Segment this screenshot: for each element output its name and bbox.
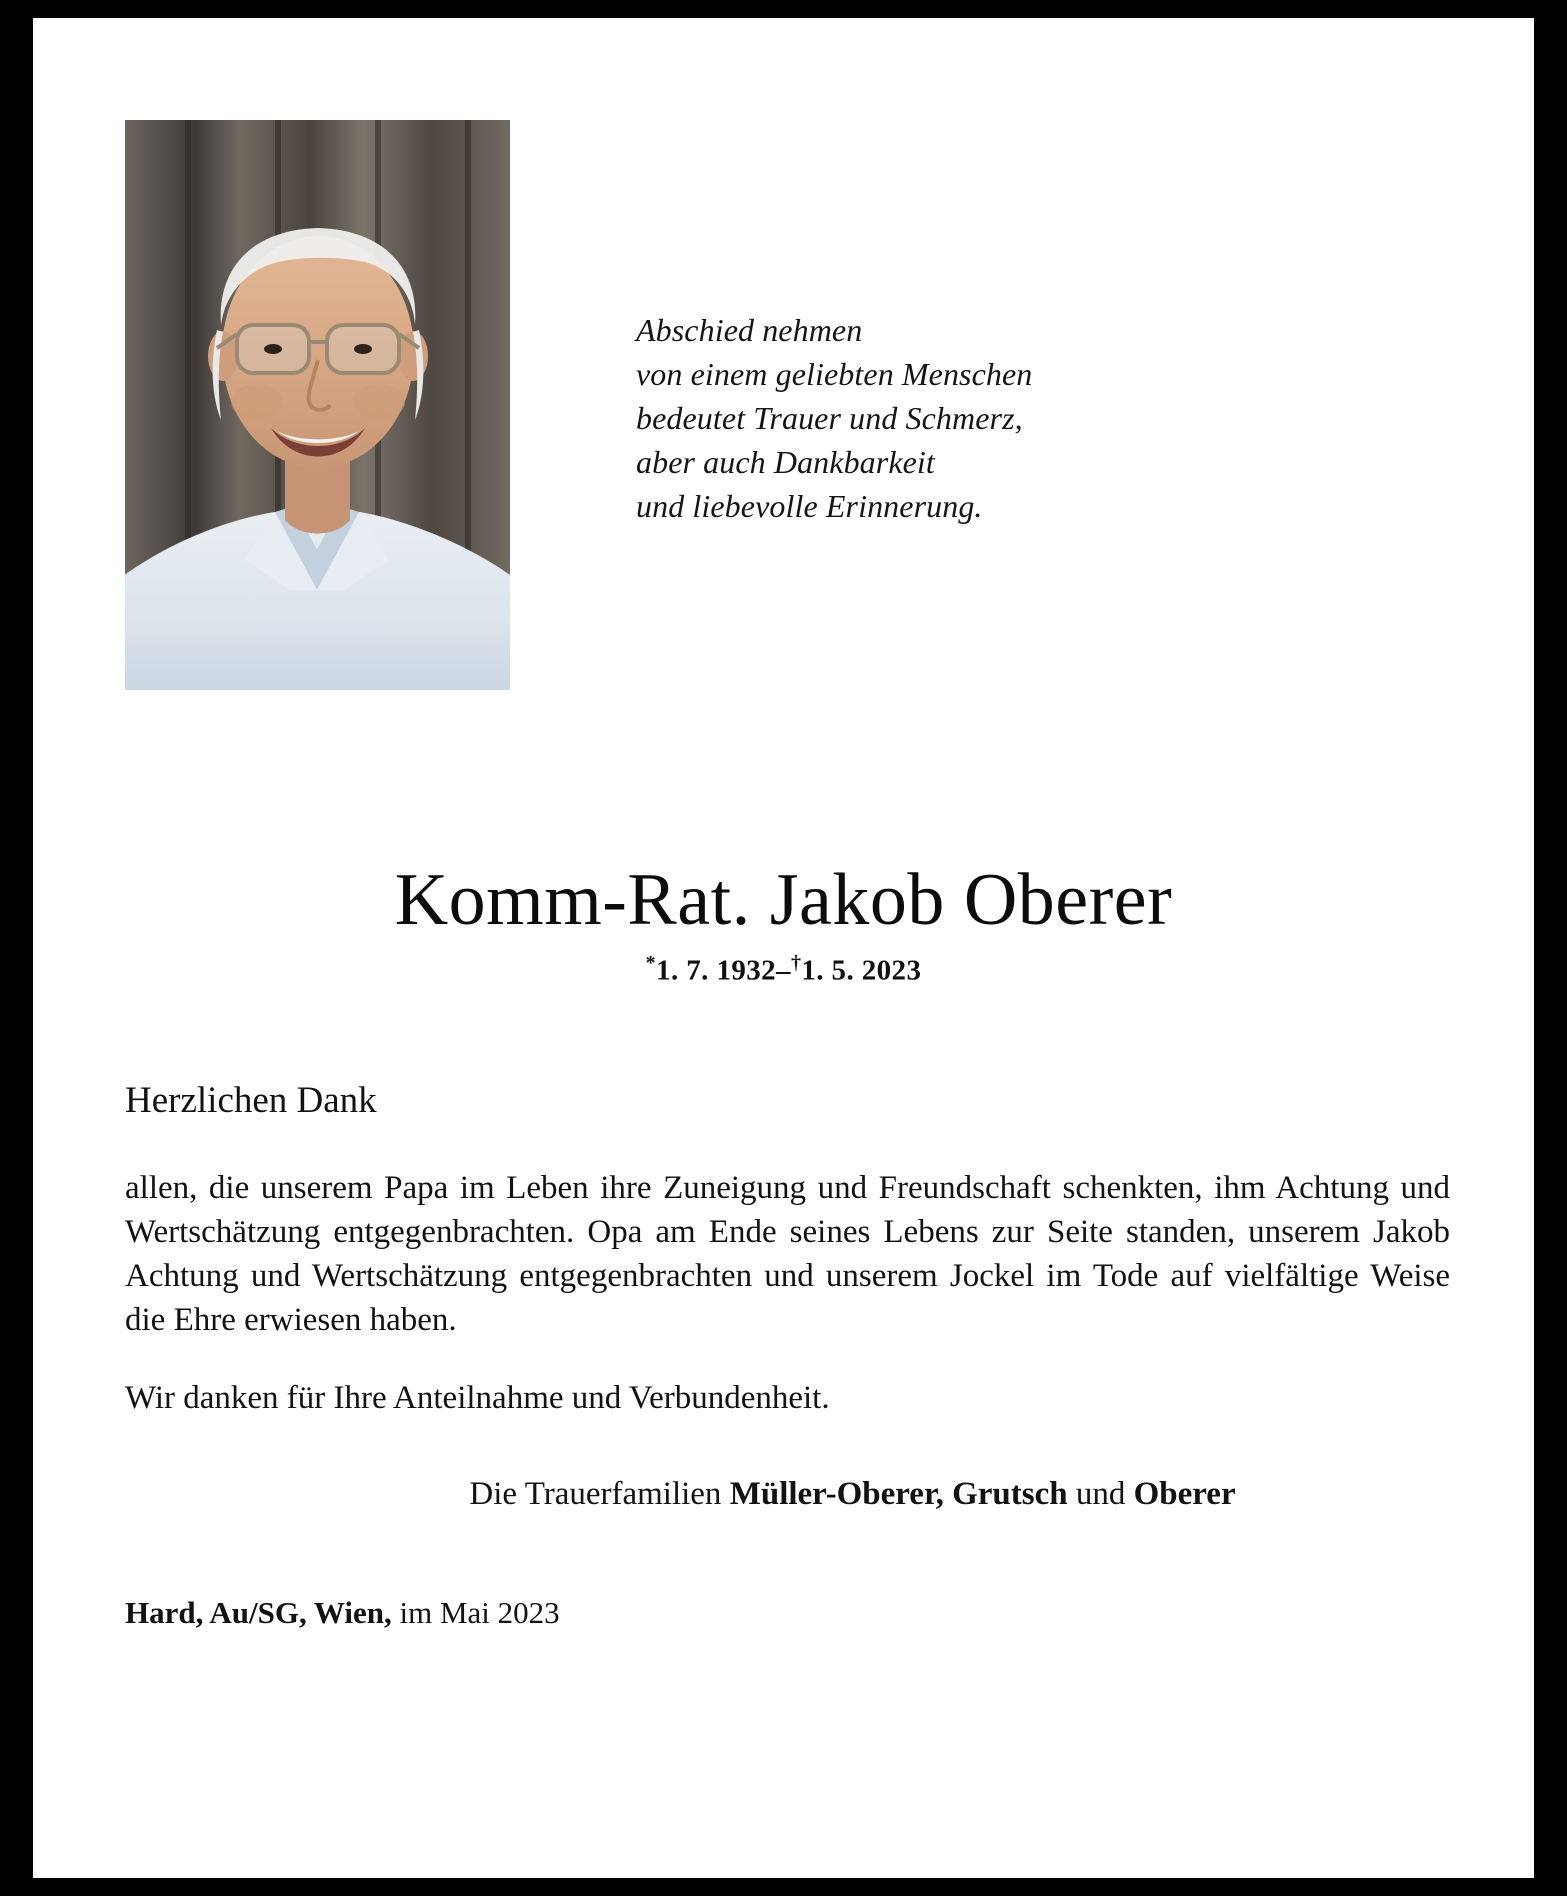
top-section [33, 18, 1534, 718]
place-and-date [125, 1592, 1450, 1634]
death-date: 1. 5. 2023 [801, 954, 922, 987]
family-name-1: Müller-Oberer, Grutsch [729, 1476, 1068, 1512]
verse-line-3: bedeutet Trauer und Schmerz, [636, 400, 1023, 436]
publication-date: im Mai 2023 [391, 1595, 560, 1630]
families-prefix: Die Trauerfamilien [469, 1476, 730, 1512]
portrait-photo [125, 120, 510, 690]
deceased-name: Komm-Rat. Jakob Oberer [394, 859, 1173, 941]
verse-line-4: aber auch Dankbarkeit [636, 444, 935, 480]
verse-line-1: Abschied nehmen [636, 312, 863, 348]
birth-symbol: * [645, 952, 657, 974]
verse-line-5: und liebevolle Erinnerung. [636, 488, 983, 524]
portrait-image [125, 120, 510, 690]
name-block [33, 858, 1534, 988]
life-dates [33, 952, 1534, 988]
families-conjunction: und [1067, 1476, 1134, 1512]
memorial-verse [636, 308, 1256, 528]
date-separator: – [776, 954, 791, 987]
family-name-2: Oberer [1133, 1476, 1236, 1512]
death-symbol: † [790, 952, 802, 974]
birth-date: 1. 7. 1932 [656, 954, 777, 987]
card-inner [33, 18, 1534, 1878]
places: Hard, Au/SG, Wien, [125, 1595, 392, 1630]
obituary-card [33, 18, 1534, 1878]
thanks-paragraph-2: Wir danken für Ihre Anteilnahme und Verbundenheit. [125, 1380, 830, 1416]
thanks-paragraph-1: allen, die unserem Papa im Leben ihre Zuneigung und Freundschaft schenkten, ihm Achtung und Wertschätzung entgegenbrachten. Opa am Ende seines Lebens zur Seite standen, unserem Jakob Achtung und Wertschätzung entgegenbrachten und unserem Jockel im Tode auf vielfältige Weise die Ehre erwiesen haben. [125, 1170, 1450, 1338]
thanks-heading: Herzlichen Dank [125, 1080, 377, 1121]
verse-line-2: von einem geliebten Menschen [636, 356, 1033, 392]
mourning-families [125, 1472, 1450, 1516]
body-block [125, 1078, 1450, 1634]
